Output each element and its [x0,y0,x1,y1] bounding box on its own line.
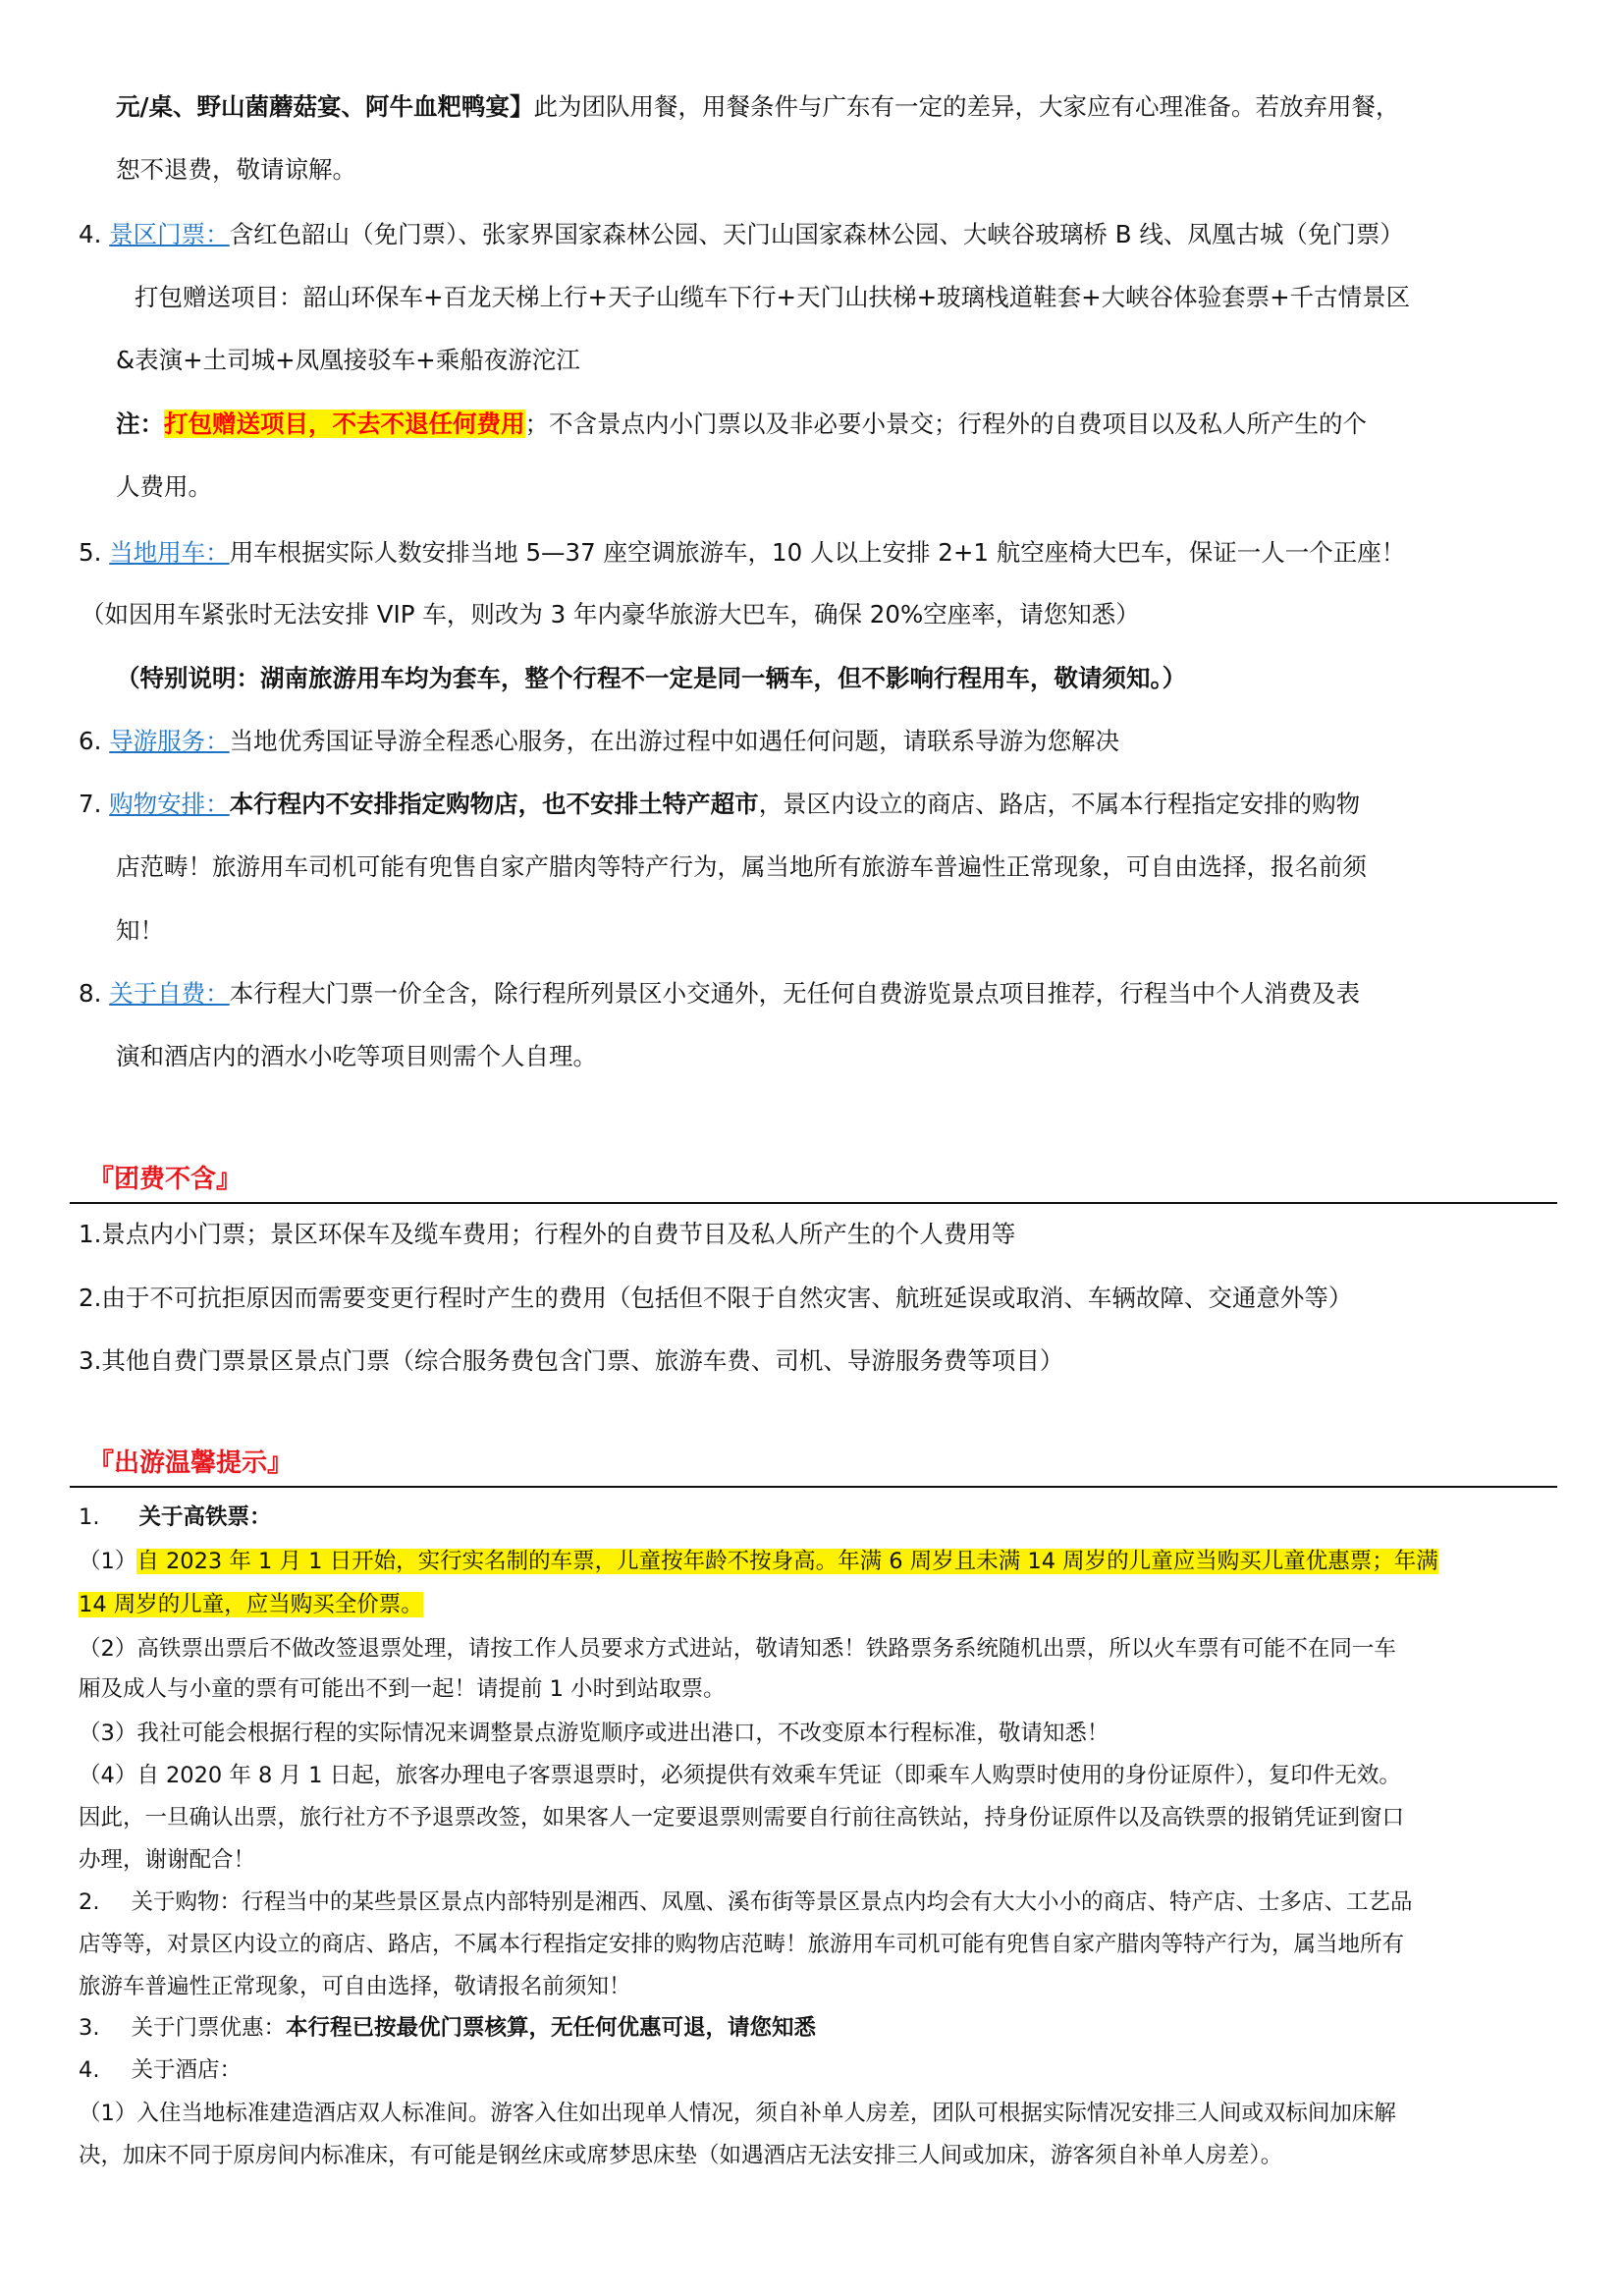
item-6-line-1 [79,725,1119,758]
item-5-line-2: （如因用车紧张时无法安排 VIP 车，则改为 3 年内豪华旅游大巴车，确保 20%空座率，请您知悉） [81,600,1140,629]
tip-2-line-1 [79,1887,1412,1917]
para-prefix: （1） [79,1549,137,1574]
excluded-line-1: 1.景点内小门票；景区环保车及缆车费用；行程外的自费节目及私人所产生的个人费用等 [79,1220,1016,1248]
section-title-excluded: 『团费不含』 [88,1165,243,1194]
excluded-line-3: 3.其他自费门票景区景点门票（综合服务费包含门票、旅游车费、司机、导游服务费等项目） [79,1346,1064,1375]
tip-1-para-4-cont: 因此，一旦确认出票，旅行社方不予退票改签，如果客人一定要退票则需要自行前往高铁站，持身份证原件以及高铁票的报销凭证到窗口 [79,1805,1405,1831]
section-divider [70,1486,1557,1488]
item-label-shopping: 购物安排： [109,790,230,818]
train-policy-highlight: 14 周岁的儿童，应当购买全价票。 [79,1592,423,1617]
item-4-line-1 [79,218,1404,251]
item-8-line-1 [79,977,1360,1011]
item-7-line-2: 店范畴！旅游用车司机可能有兜售自家产腊肉等特产行为，属当地所有旅游车普遍性正常现象，可自由选择，报名前须 [116,852,1367,881]
tip-1-para-1 [79,1547,1438,1576]
note-rest: ；不含景点内小门票以及非必要小景交；行程外的自费项目以及私人所产生的个 [524,410,1367,438]
tip-2-line-2: 店等等，对景区内设立的商店、路店，不属本行程指定安排的购物店范畴！旅游用车司机可能有兜售自家产腊肉等特产行为，属当地所有 [79,1932,1405,1957]
tip-1-para-4: （4）自 2020 年 8 月 1 日起，旅客办理电子客票退票时，必须提供有效乘车凭证（即乘车人购票时使用的身份证原件），复印件无效。 [79,1763,1401,1788]
item-number: 6. [79,727,102,755]
note-prefix: 注： [116,410,164,438]
item-5-line-1 [79,536,1405,570]
item-4-note [116,408,1367,441]
item-text: ，景区内设立的商店、路店，不属本行程指定安排的购物 [758,790,1361,818]
item-label-guide-service: 导游服务： [109,727,230,755]
item-bold-text: 本行程内不安排指定购物店，也不安排土特产超市 [229,790,759,818]
section-title-tips: 『出游温馨提示』 [88,1449,294,1478]
tip-number: 3. [79,2015,100,2041]
tip-1-para-3: （3）我社可能会根据行程的实际情况来调整景点游览顺序或进出港口，不改变原本行程标准，敬请知悉！ [79,1721,1109,1746]
item-text: 本行程大门票一价全含，除行程所列景区小交通外，无任何自费游览景点项目推荐，行程当中个人消费及表 [229,979,1361,1008]
item-text: 当地优秀国证导游全程悉心服务，在出游过程中如遇任何问题，请联系导游为您解决 [229,727,1120,755]
tip-3-line [79,2013,816,2043]
tip-1-para-2-cont: 厢及成人与小童的票有可能出不到一起！请提前 1 小时到站取票。 [79,1676,726,1702]
tip-4-heading [79,2055,242,2085]
item-label-scenic-tickets: 景区门票： [109,220,230,248]
tip-1-heading [79,1503,271,1532]
item-4-line-2: 打包赠送项目：韶山环保车+百龙天梯上行+天子山缆车下行+天门山扶梯+玻璃栈道鞋套+大峡谷体验套票+千古情景区 [135,283,1411,311]
meal-rest-text: 此为团队用餐，用餐条件与广东有一定的差异，大家应有心理准备。若放弃用餐， [533,92,1400,121]
excluded-line-2: 2.由于不可抗拒原因而需要变更行程时产生的费用（包括但不限于自然灾害、航班延误或取消、车辆故障、交通意外等） [79,1284,1353,1312]
note-highlight: 打包赠送项目，不去不退任何费用 [164,410,525,438]
item-5-special-note: （特别说明：湖南旅游用车均为套车，整个行程不一定是同一辆车，但不影响行程用车，敬请须知。） [116,664,1187,692]
tip-number: 1. [79,1504,100,1530]
item-4-note-line-2: 人费用。 [116,472,212,501]
item-number: 5. [79,538,102,567]
item-7-line-1 [79,788,1360,821]
item-7-line-3: 知！ [116,916,164,945]
tip-heading-train: 关于高铁票： [138,1504,272,1530]
tip-1-para-1-cont [79,1590,423,1619]
meal-bold-text: 元/桌、野山菌蘑菇宴、阿牛血粑鸭宴】 [116,92,534,121]
train-policy-highlight: 自 2023 年 1 月 1 日开始，实行实名制的车票，儿童按年龄不按身高。年满 6 周岁且未满 14 周岁的儿童应当购买儿童优惠票；年满 [136,1549,1438,1574]
tip-1-para-2: （2）高铁票出票后不做改签退票处理，请按工作人员要求方式进站，敬请知悉！铁路票务系统随机出票，所以火车票有可能不在同一车 [79,1636,1396,1662]
tip-heading-hotel: 关于酒店： [131,2057,242,2083]
meal-line-1 [116,90,1399,124]
tip-text: 关于购物：行程当中的某些景区景点内部特别是湘西、凤凰、溪布街等景区景点内均会有大大小小的商店、特产店、士多店、工艺品 [131,1889,1413,1915]
item-8-line-2: 演和酒店内的酒水小吃等项目则需个人自理。 [116,1042,597,1070]
item-4-line-3: &表演+土司城+凤凰接驳车+乘船夜游沱江 [116,346,580,374]
tip-4-para-1: （1）入住当地标准建造酒店双人标准间。游客入住如出现单人情况，须自补单人房差，团队可根据实际情况安排三人间或双标间加床解 [79,2101,1396,2126]
tip-number: 4. [79,2057,100,2083]
tip-bold-text: 本行程已按最优门票核算，无任何优惠可退，请您知悉 [285,2015,816,2041]
item-number: 8. [79,979,102,1008]
tip-number: 2. [79,1889,100,1915]
item-text: 含红色韶山（免门票）、张家界国家森林公园、天门山国家森林公园、大峡谷玻璃桥 B 线、凤凰古城（免门票） [229,220,1404,248]
item-number: 7. [79,790,102,818]
meal-line-2: 恕不退费，敬请谅解。 [116,155,356,184]
item-label-self-paid: 关于自费： [109,979,230,1008]
item-label-local-transport: 当地用车： [109,538,230,567]
item-number: 4. [79,220,102,248]
section-divider [70,1202,1557,1204]
item-text: 用车根据实际人数安排当地 5—37 座空调旅游车，10 人以上安排 2+1 航空座椅大巴车，保证一人一个正座！ [229,538,1406,567]
tip-2-line-3: 旅游车普遍性正常现象，可自由选择，敬请报名前须知！ [79,1974,631,1999]
tip-4-para-1-cont: 决，加床不同于原房间内标准床，有可能是钢丝床或席梦思床垫（如遇酒店无法安排三人间或加床，游客须自补单人房差）。 [79,2143,1283,2168]
tip-heading-ticket-discount: 关于门票优惠： [131,2015,286,2041]
tip-1-para-4-end: 办理，谢谢配合！ [79,1847,256,1873]
